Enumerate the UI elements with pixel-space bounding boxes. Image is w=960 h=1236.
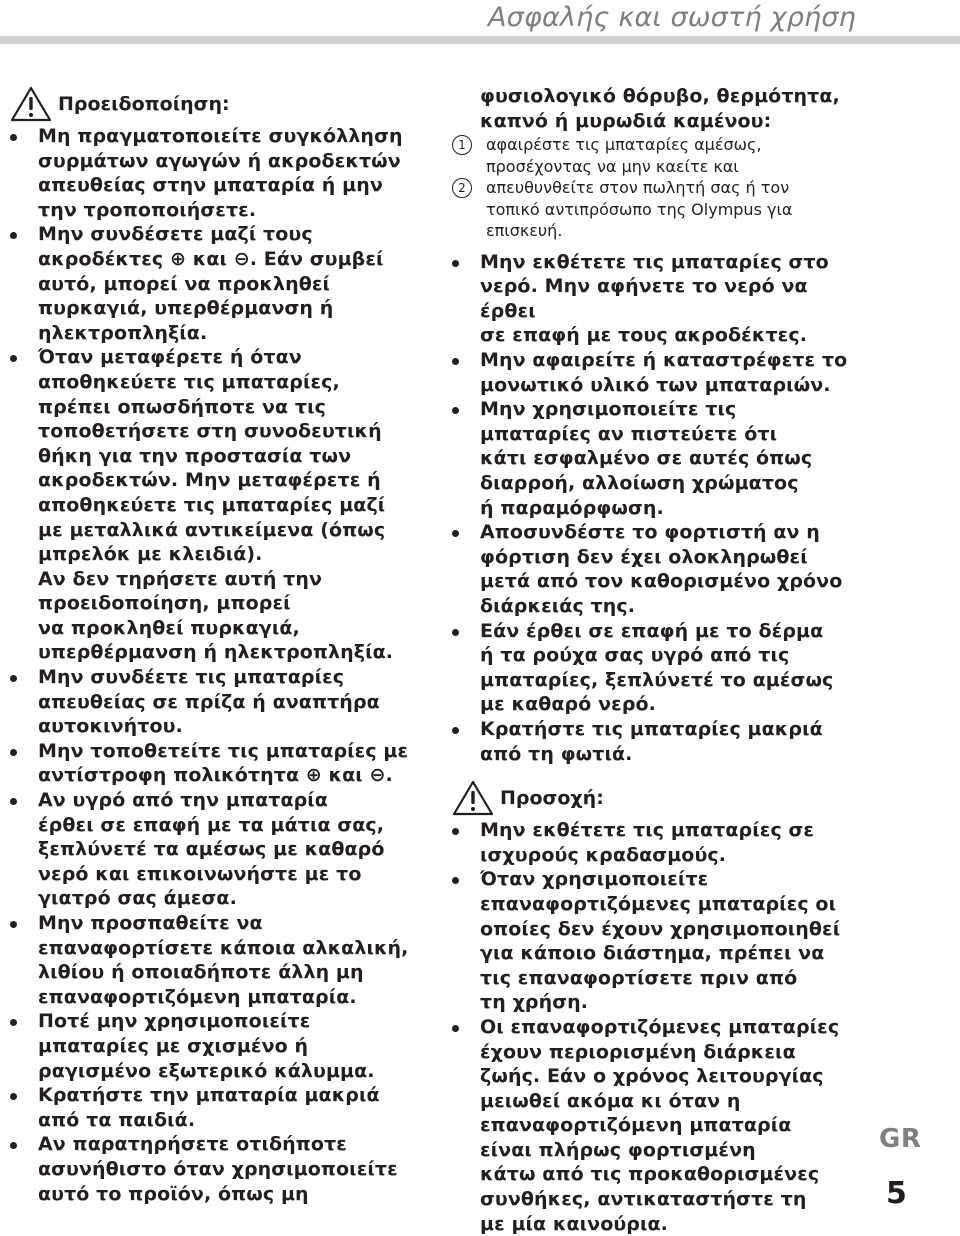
warning-heading — [10, 84, 420, 124]
list-item: Αν υγρό από την μπαταρία έρθει σε επαφή με τα μάτια σας, ξεπλύνετέ τα αμέσως με καθαρό νερό και επικοινωνήστε με το γιατρό σας άμεσα. — [10, 788, 420, 911]
step-text: αφαιρέστε τις μπαταρίες αμέσως, προσέχοντας να μην καείτε και — [486, 135, 762, 176]
language-tab-label: GR — [879, 1124, 922, 1154]
list-item: Μην συνδέετε τις μπαταρίες απευθείας σε πρίζα ή αναπτήρα αυτοκινήτου. — [10, 665, 420, 739]
step-number-badge: 1 — [452, 135, 472, 155]
step-item — [452, 134, 870, 177]
caution-heading-text: Προσοχή: — [500, 786, 604, 809]
list-item: Μην εκθέτετε τις μπαταρίες στο νερό. Μην αφήνετε το νερό να έρθει σε επαφή με τους ακροδέκτες. — [452, 250, 870, 348]
list-item: Ποτέ μην χρησιμοποιείτε μπαταρίες με σχισμένο ή ραγισμένο εξωτερικό κάλυμμα. — [10, 1009, 420, 1083]
list-item: Αν παρατηρήσετε οτιδήποτε ασυνήθιστο όταν χρησιμοποιείτε αυτό το προϊόν, όπως μη — [10, 1132, 420, 1206]
warning-triangle-icon — [10, 86, 52, 122]
list-item: Μην εκθέτετε τις μπαταρίες σε ισχυρούς κραδασμούς. — [452, 818, 870, 867]
list-item: Εάν έρθει σε επαφή με το δέρμα ή τα ρούχα σας υγρό από τις μπαταρίες, ξεπλύνετέ το αμέσως με καθαρό νερό. — [452, 619, 870, 717]
right-column — [452, 84, 870, 1236]
page-header-title: Ασφαλής και σωστή χρήση — [488, 2, 856, 33]
warning-heading-text: Προειδοποίηση: — [58, 92, 230, 115]
list-item: Μην τοποθετείτε τις μπαταρίες με αντίστροφη πολικότητα ⊕ και ⊖. — [10, 739, 420, 788]
list-item: Μην αφαιρείτε ή καταστρέφετε το μονωτικό υλικό των μπαταριών. — [452, 348, 870, 397]
list-item: Όταν μεταφέρετε ή όταν αποθηκεύετε τις μπαταρίες, πρέπει οπωσδήποτε να τις τοποθετήσετε στη συνοδευτική θήκη για την προστασία των ακροδεκτών. Μην μεταφέρετε ή αποθηκεύετε τις μπαταρίες μαζί με μεταλλικά αντικείμενα (όπως μπρελόκ με κλειδιά). Αν δεν τηρήσετε αυτή την προειδοποίηση, μπορεί να προκληθεί πυρκαγιά, υπερθέρμανση ή ηλεκτροπληξία. — [10, 345, 420, 665]
list-item: Κρατήστε την μπαταρία μακριά από τα παιδιά. — [10, 1083, 420, 1132]
caution-heading — [452, 778, 870, 818]
list-item: Μην συνδέσετε μαζί τους ακροδέκτες ⊕ και ⊖. Εάν συμβεί αυτό, μπορεί να προκληθεί πυρκαγιά, υπερθέρμανση ή ηλεκτροπληξία. — [10, 222, 420, 345]
steps-list — [452, 134, 870, 242]
caution-list — [452, 818, 870, 1236]
list-item: Μην χρησιμοποιείτε τις μπαταρίες αν πιστεύετε ότι κάτι εσφαλμένο σε αυτές όπως διαρροή, αλλοίωση χρώματος ή παραμόρφωση. — [452, 397, 870, 520]
warning-list — [10, 124, 420, 1206]
step-number-badge: 2 — [452, 178, 472, 198]
list-item: Μην προσπαθείτε να επαναφορτίσετε κάποια αλκαλική, λιθίου ή οποιαδήποτε άλλη μη επαναφορτιζόμενη μπαταρία. — [10, 911, 420, 1009]
list-item: Αποσυνδέστε το φορτιστή αν η φόρτιση δεν έχει ολοκληρωθεί μετά από τον καθορισμένο χρόνο διάρκειάς της. — [452, 520, 870, 618]
caution-triangle-icon — [452, 780, 494, 816]
step-text: απευθυνθείτε στον πωλητή σας ή τον τοπικό αντιπρόσωπο της Olympus για επισκευή. — [486, 178, 793, 241]
list-item: Μη πραγματοποιείτε συγκόλληση συρμάτων αγωγών ή ακροδεκτών απευθείας στην μπαταρία ή μην την τροποποιήσετε. — [10, 124, 420, 222]
left-column — [10, 84, 420, 1206]
list-item: Όταν χρησιμοποιείτε επαναφορτιζόμενες μπαταρίες οι οποίες δεν έχουν χρησιμοποιηθεί για κάποιο διάστημα, πρέπει να τις επαναφορτίσετε πριν από τη χρήση. — [452, 867, 870, 1015]
page-number: 5 — [886, 1176, 907, 1211]
list-item: Κρατήστε τις μπαταρίες μακριά από τη φωτιά. — [452, 717, 870, 766]
step-item — [452, 177, 870, 242]
continued-text: φυσιολογικό θόρυβο, θερμότητα, καπνό ή μυρωδιά καμένου: — [480, 85, 840, 132]
warning-list-continued — [452, 250, 870, 766]
header-rule — [0, 36, 960, 44]
list-item: Οι επαναφορτιζόμενες μπαταρίες έχουν περιορισμένη διάρκεια ζωής. Εάν ο χρόνος λειτουργίας μειωθεί ακόμα κι όταν η επαναφορτιζόμενη μπαταρία είναι πλήρως φορτισμένη κάτω από τις προκαθορισμένες συνθήκες, αντικαταστήστε τη με μία καινούρια. — [452, 1015, 870, 1236]
